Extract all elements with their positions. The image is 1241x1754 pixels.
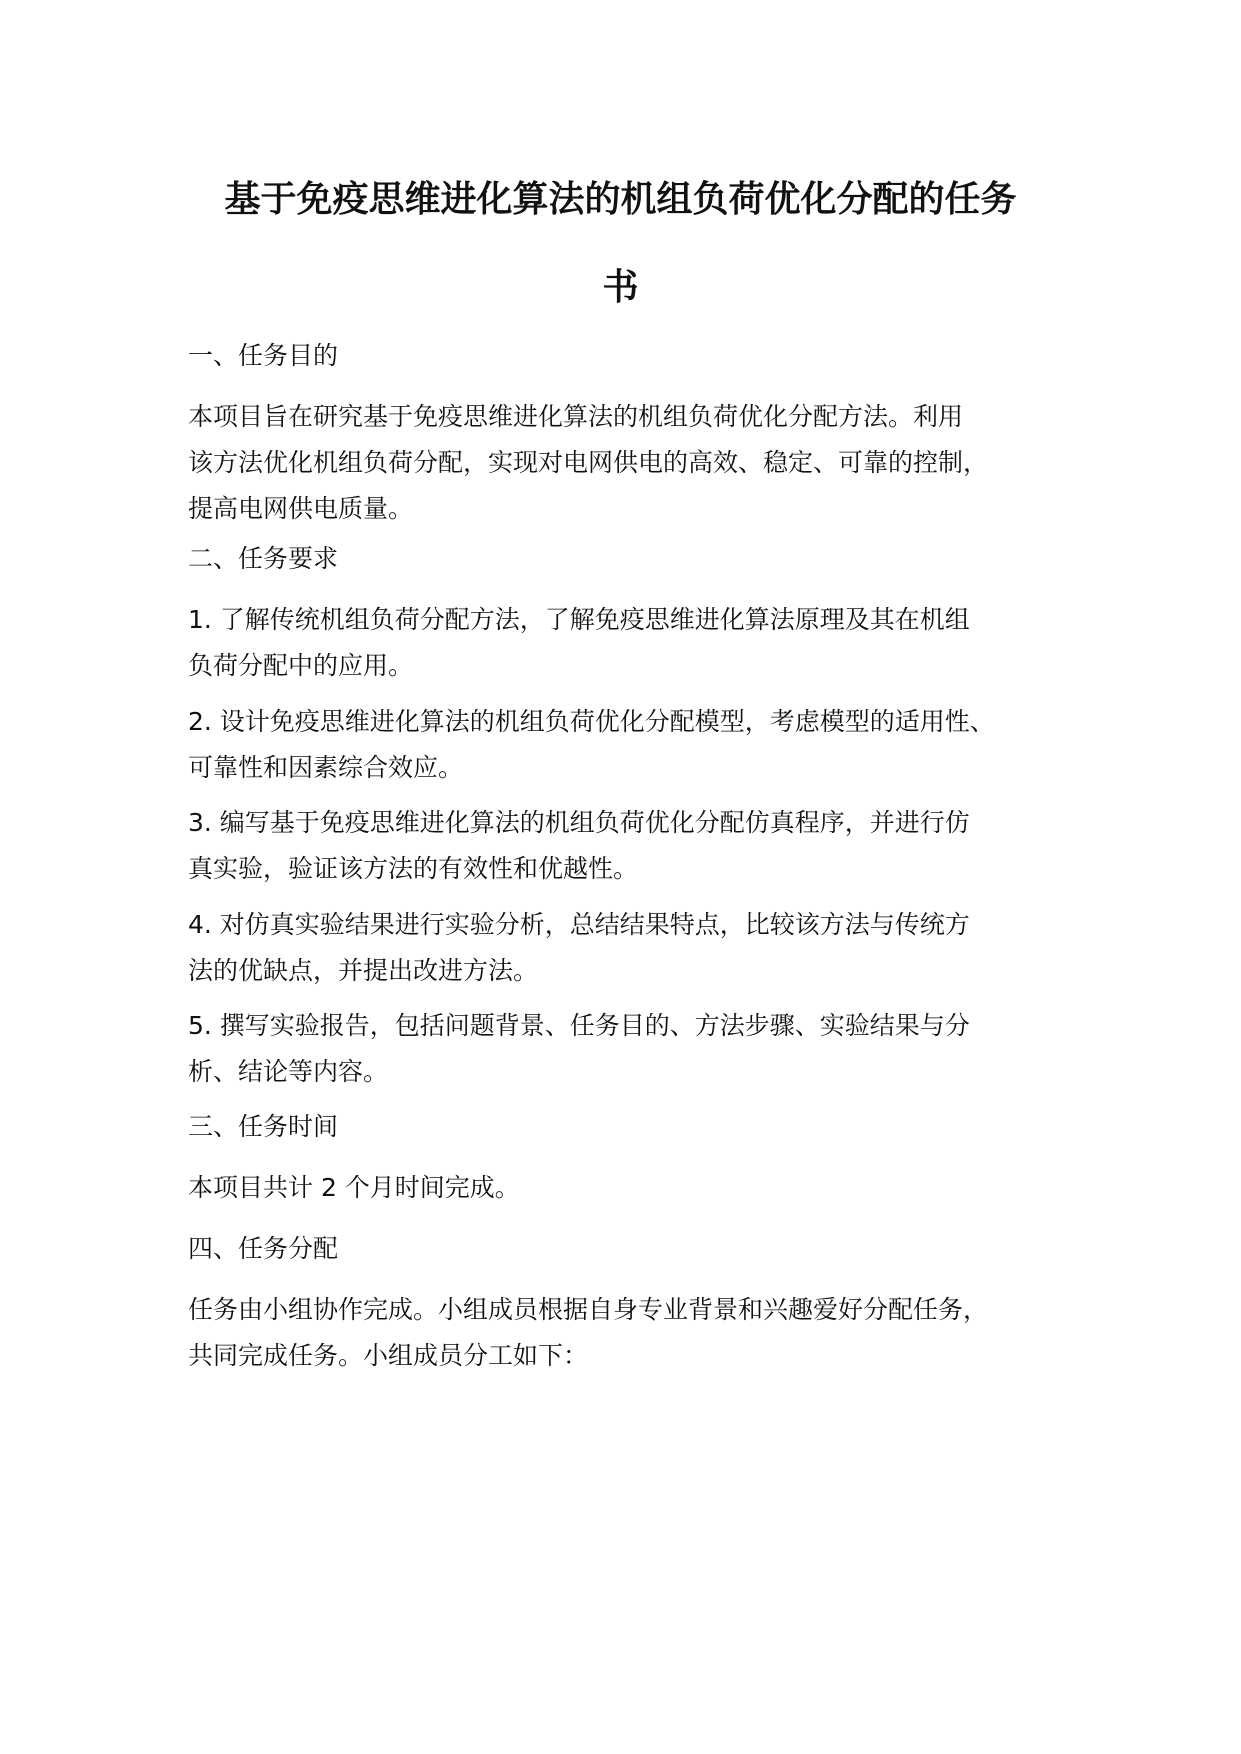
time-paragraph: 本项目共计 2 个月时间完成。 <box>188 1173 520 1202</box>
list-item-line: 5. 撰写实验报告，包括问题背景、任务目的、方法步骤、实验结果与分 <box>188 1011 970 1040</box>
requirement-item-3 <box>188 800 1068 892</box>
requirement-item-5 <box>188 1003 1068 1095</box>
list-item-line: 1. 了解传统机组负荷分配方法，了解免疫思维进化算法原理及其在机组 <box>188 605 970 634</box>
list-item-line: 负荷分配中的应用。 <box>188 651 414 680</box>
list-item-line: 析、结论等内容。 <box>188 1057 389 1086</box>
assignment-paragraph <box>188 1287 1068 1379</box>
requirement-item-2 <box>188 699 1068 791</box>
paragraph-line: 提高电网供电质量。 <box>188 494 414 523</box>
section-heading-requirements: 二、任务要求 <box>188 544 339 573</box>
list-item-line: 可靠性和因素综合效应。 <box>188 753 464 782</box>
requirement-item-4 <box>188 902 1068 994</box>
section-heading-assignment: 四、任务分配 <box>188 1234 339 1263</box>
paragraph-line: 该方法优化机组负荷分配，实现对电网供电的高效、稳定、可靠的控制， <box>188 448 989 477</box>
section-heading-time: 三、任务时间 <box>188 1112 339 1141</box>
document-title-line-2: 书 <box>602 267 639 308</box>
list-item-line: 3. 编写基于免疫思维进化算法的机组负荷优化分配仿真程序，并进行仿 <box>188 808 970 837</box>
list-item-line: 法的优缺点，并提出改进方法。 <box>188 956 539 985</box>
section-heading-purpose: 一、任务目的 <box>188 341 339 370</box>
list-item-line: 真实验，验证该方法的有效性和优越性。 <box>188 854 639 883</box>
paragraph-line: 本项目旨在研究基于免疫思维进化算法的机组负荷优化分配方法。利用 <box>188 402 964 431</box>
purpose-paragraph <box>188 394 1068 532</box>
requirement-item-1 <box>188 597 1068 689</box>
document-title-line-1: 基于免疫思维进化算法的机组负荷优化分配的任务 <box>224 179 1017 220</box>
paragraph-line: 共同完成任务。小组成员分工如下： <box>188 1341 589 1370</box>
list-item-line: 2. 设计免疫思维进化算法的机组负荷优化分配模型，考虑模型的适用性、 <box>188 707 995 736</box>
paragraph-line: 任务由小组协作完成。小组成员根据自身专业背景和兴趣爱好分配任务， <box>188 1295 989 1324</box>
list-item-line: 4. 对仿真实验结果进行实验分析，总结结果特点，比较该方法与传统方 <box>188 910 970 939</box>
